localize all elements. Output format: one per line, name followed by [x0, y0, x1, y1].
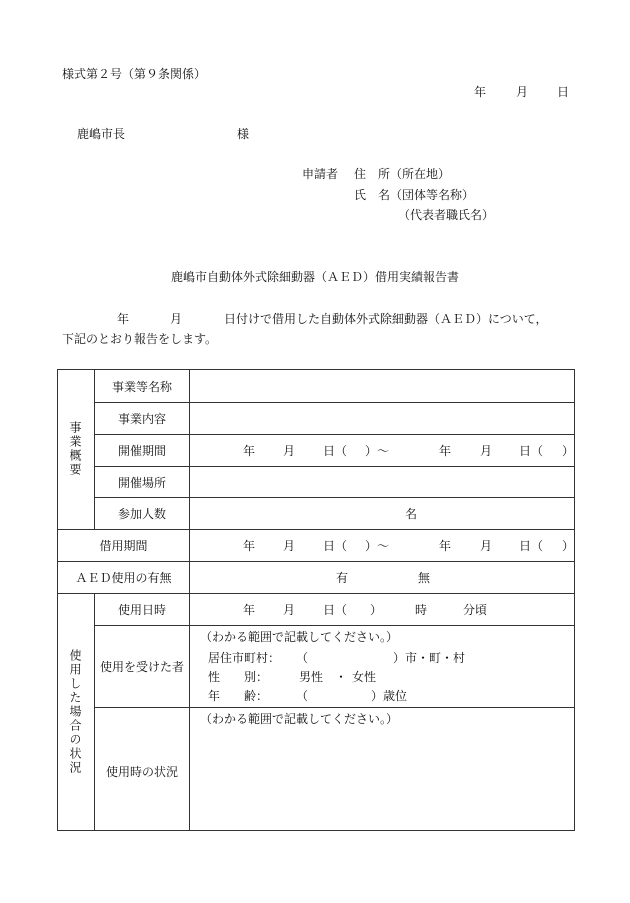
value-event-name[interactable] [190, 370, 574, 402]
section-usage-label [57, 593, 94, 831]
label-borrow-period: 借用期間 [99, 539, 148, 553]
situation-note: （わかる範囲で記載してください。） [200, 712, 399, 726]
residence-label: 居住市町村： [208, 651, 281, 665]
section-overview-text: 事業概要 [68, 421, 82, 477]
applicant-address-label: 住 所（所在地） [354, 167, 451, 181]
value-aed-used[interactable] [190, 562, 574, 593]
value-participants[interactable] [190, 498, 574, 529]
label-recipient: 使用を受けた者 [99, 660, 184, 674]
body-text-line1: 日付けで借用した自動体外式除細動器（ＡＥＤ）について， [224, 312, 548, 326]
recipient-note: （わかる範囲で記載してください。） [200, 630, 399, 644]
sex-option-male[interactable]: 男性 [299, 670, 324, 684]
label-use-datetime: 使用日時 [117, 603, 166, 617]
value-event-content[interactable] [190, 403, 574, 434]
label-aed-used: ＡＥＤ使用の有無 [75, 571, 172, 585]
date-day-label: 日 [557, 85, 570, 99]
section-overview-label [57, 369, 94, 529]
report-table [57, 369, 575, 831]
participants-unit: 名 [405, 506, 418, 521]
date-month-label: 月 [516, 85, 529, 99]
applicant-label: 申請者 [302, 167, 339, 181]
value-recipient[interactable]: （わかる範囲で記載してください。） 居住市町村： （ ）市・町・村 性 別： 男性 ・ 女性 年 齢： （ ）歳位 [200, 630, 466, 703]
sex-label: 性 別： [208, 670, 269, 684]
aed-option-no[interactable]: 無 [418, 570, 431, 585]
applicant-representative-label: （代表者職氏名） [398, 208, 495, 222]
residence-suffix: ）市・町・村 [393, 651, 466, 665]
age-suffix: ）歳位 [371, 689, 408, 703]
aed-option-yes[interactable]: 有 [336, 570, 349, 585]
value-use-datetime[interactable]: 年 月 日（ ） 時 分頃 [243, 602, 488, 617]
body-year-label: 年 [117, 312, 130, 326]
value-event-period[interactable]: 年 月 日（ ）～ 年 月 日（ ） [243, 443, 575, 458]
label-event-place: 開催場所 [117, 475, 166, 490]
label-event-name: 事業等名称 [111, 379, 172, 394]
label-participants: 参加人数 [117, 507, 166, 521]
form-number: 様式第２号（第９条関係） [62, 67, 207, 81]
value-borrow-period[interactable]: 年 月 日（ ）～ 年 月 日（ ） [243, 538, 575, 553]
age-label: 年 齢： [208, 689, 269, 703]
label-use-situation: 使用時の状況 [105, 765, 178, 779]
body-text-line2: 下記のとおり報告をします。 [62, 332, 218, 346]
body-month-label: 月 [170, 312, 183, 326]
addressee-honorific: 様 [237, 127, 250, 141]
value-use-situation[interactable] [190, 708, 574, 830]
label-event-content: 事業内容 [117, 412, 166, 426]
document-title: 鹿嶋市自動体外式除細動器（ＡＥＤ）借用実績報告書 [170, 270, 459, 284]
label-event-period: 開催期間 [117, 444, 166, 458]
sex-option-female[interactable]: 女性 [352, 670, 377, 684]
applicant-name-label: 氏 名（団体等名称） [354, 188, 475, 202]
addressee-name: 鹿嶋市長 [77, 127, 126, 141]
section-usage-text: 使用した場合の状況 [68, 649, 82, 775]
date-year-label: 年 [474, 85, 487, 99]
value-event-place[interactable] [190, 467, 574, 497]
